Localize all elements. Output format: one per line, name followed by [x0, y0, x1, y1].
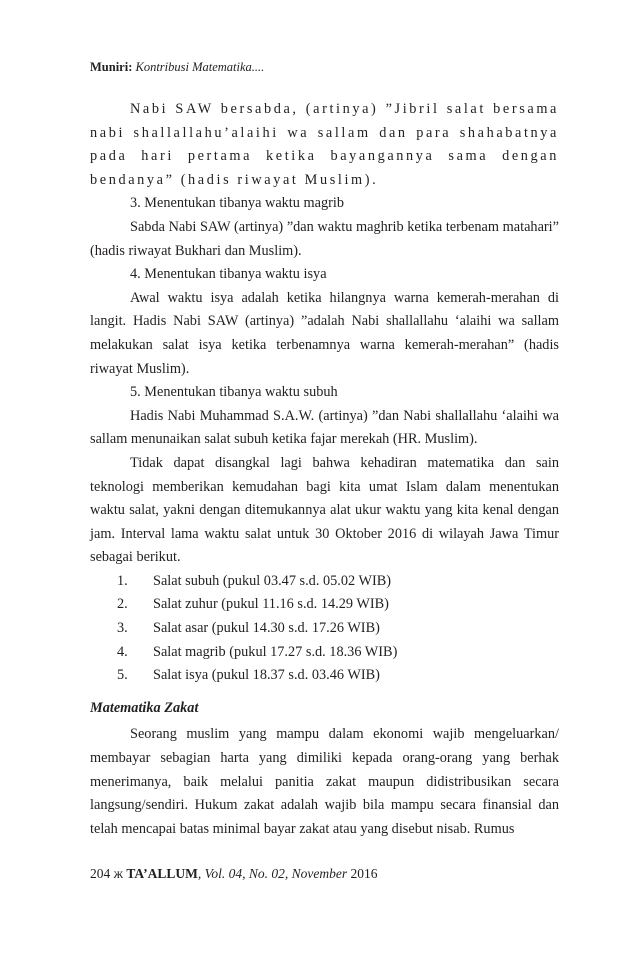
- list-item: [90, 641, 559, 665]
- paragraph-zakat: Seorang muslim yang mampu dalam ekonomi wajib mengeluarkan/ membayar sebagian harta yang dimiliki kepada orang-orang yang berhak menerimanya, baik melalui panitia zakat maupun didistribusikan secara langsung/sendiri. Hukum zakat adalah wajib bila mampu secara finansial dan telah mencapai batas minimal bayar zakat atau yang disebut nisab. Rumus: [90, 726, 559, 837]
- prayer-times-list: [90, 570, 559, 688]
- running-head-author: Muniri:: [90, 60, 133, 74]
- paragraph-prayer-interval: Tidak dapat disangkal lagi bahwa kehadiran matematika dan sain teknologi memberikan kemudahan bagi kita umat Islam dalam menentukan waktu salat, yakni dengan ditemukannya alat ukur waktu yang kita kenal dengan jam. Interval lama waktu salat untuk 30 Oktober 2016 di wilayah Jawa Timur sebagai berikut.: [90, 454, 559, 566]
- list-item-number: 1.: [117, 572, 128, 589]
- list-item: [90, 617, 559, 641]
- list-item-text: Salat isya (pukul 18.37 s.d. 03.46 WIB): [153, 667, 380, 684]
- list-item-text: Salat asar (pukul 14.30 s.d. 17.26 WIB): [153, 620, 380, 637]
- page-footer: [90, 866, 377, 882]
- list-item-text: Salat subuh (pukul 03.47 s.d. 05.02 WIB): [153, 572, 392, 589]
- list-item: [90, 664, 559, 688]
- list-item-number: 4.: [117, 643, 128, 660]
- body-text: [90, 98, 559, 841]
- list-heading-subuh: 5. Menentukan tibanya waktu subuh: [130, 384, 338, 401]
- paragraph-hadith-magrib: Sabda Nabi SAW (artinya) ”dan waktu maghrib ketika terbenam matahari” (hadis riwayat Bukhari dan Muslim).: [90, 218, 559, 259]
- paragraph-hadith-subuh: Hadis Nabi Muhammad S.A.W. (artinya) ”dan Nabi shallallahu ‘alaihi wa sallam menunaikan salat subuh ketika fajar merekah (HR. Muslim).: [90, 407, 559, 448]
- running-head-title: Kontribusi Matematika....: [135, 60, 265, 74]
- list-item: [90, 593, 559, 617]
- paragraph-hadith-zuhur: Nabi SAW bersabda, (artinya) ”Jibril salat bersama nabi shallallahu’alaihi wa sallam dan para shahabatnya pada hari pertama ketika bayangannya sama dengan bendanya” (hadis riwayat Muslim).: [90, 101, 559, 188]
- list-item: [90, 570, 559, 594]
- journal-name: TA’ALLUM: [126, 866, 198, 881]
- list-item-text: Salat magrib (pukul 17.27 s.d. 18.36 WIB): [153, 643, 398, 660]
- list-heading-isya: 4. Menentukan tibanya waktu isya: [130, 266, 327, 283]
- list-item-number: 3.: [117, 620, 128, 637]
- list-item-number: 5.: [117, 667, 128, 684]
- list-item-text: Salat zuhur (pukul 11.16 s.d. 14.29 WIB): [153, 596, 389, 613]
- journal-volume: , Vol. 04, No. 02, November: [197, 866, 348, 881]
- running-head: [90, 60, 264, 75]
- journal-year: 2016: [347, 866, 378, 881]
- section-heading: Matematika Zakat: [90, 699, 199, 716]
- list-item-number: 2.: [117, 596, 128, 613]
- paragraph-hadith-isya: Awal waktu isya adalah ketika hilangnya warna kemerah-merahan di langit. Hadis Nabi SAW (artinya) ”adalah Nabi shallallahu ‘alaihi wa sallam melakukan salat isya ketika terbenamnya warna kemerah-merahan” (hadis riwayat Muslim).: [90, 289, 559, 377]
- page-number: 204 ж: [90, 866, 123, 881]
- list-heading-magrib: 3. Menentukan tibanya waktu magrib: [130, 195, 344, 212]
